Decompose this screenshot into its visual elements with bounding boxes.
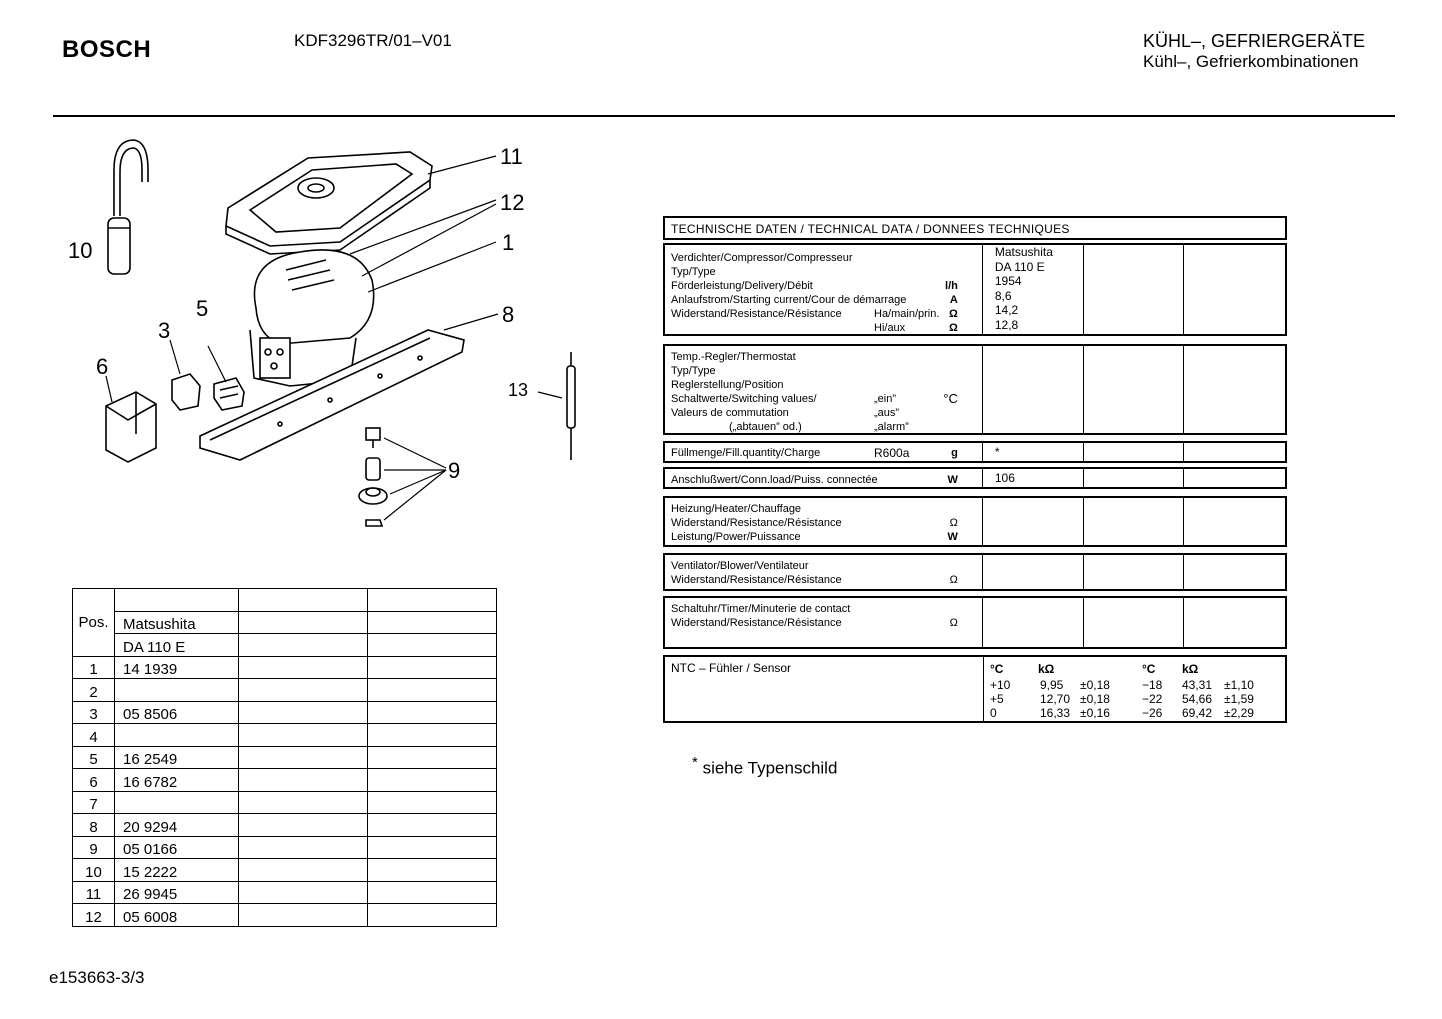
part-11-tray (226, 152, 432, 254)
part-9-mounting-kit (359, 428, 387, 526)
table-row (73, 814, 497, 837)
pos-cell: 10 (73, 859, 115, 882)
ntc-temp: −22 (1142, 692, 1163, 706)
part-number-cell: 20 9294 (115, 814, 239, 837)
ntc-values (984, 657, 1285, 721)
ntc-header-temp: °C (1142, 662, 1156, 676)
callout-11: 11 (500, 144, 523, 169)
part-number-cell: 26 9945 (115, 881, 239, 904)
table-row (73, 836, 497, 859)
brand-logo: BOSCH (62, 36, 152, 63)
ntc-tol: ±0,18 (1080, 678, 1110, 692)
table-row (73, 904, 497, 927)
category-subtitle: Kühl–, Gefrierkombinationen (1143, 52, 1359, 71)
ntc-temp: 0 (990, 706, 997, 720)
header-divider (53, 115, 1395, 117)
table-row (73, 656, 497, 679)
table-row (73, 881, 497, 904)
callout-12: 12 (500, 190, 525, 215)
charge-value: * (983, 443, 1084, 461)
tech-timer-section: Schaltuhr/Timer/Minuterie de contact Widerstand/Resistance/Résistance Ω (663, 596, 1287, 649)
ntc-tol: ±0,18 (1080, 692, 1110, 706)
pos-cell: 2 (73, 679, 115, 702)
callout-10: 10 (68, 238, 93, 263)
part-number-cell: 05 0166 (115, 836, 239, 859)
tech-thermostat-section: Temp.-Regler/Thermostat Typ/Type Reglerstellung/Position Schaltwerte/Switching values/ „ein” °C Valeurs de commutation „aus” („abtauen” od.) „alarm” (663, 344, 1287, 435)
table-row (73, 746, 497, 769)
manufacturer-cell: Matsushita (115, 611, 239, 634)
pos-cell: 9 (73, 836, 115, 859)
part-number-cell (115, 679, 239, 702)
ntc-tol: ±2,29 (1224, 706, 1254, 720)
compressor-label: Verdichter/Compressor/Compresseur (671, 252, 853, 264)
ntc-res: 16,33 (1040, 706, 1071, 720)
callout-5: 5 (196, 296, 209, 321)
part-6-cover (106, 392, 156, 462)
table-row (73, 769, 497, 792)
pos-cell: 8 (73, 814, 115, 837)
ntc-tol: ±1,59 (1224, 692, 1254, 706)
ntc-header-res: kΩ (1182, 662, 1199, 676)
tech-compressor-section: Verdichter/Compressor/Compresseur Typ/Type Förderleistung/Delivery/Débit l/h Anlaufstrom/Starting current/Cour de démarrage A Widerstand/Resistance/Résistance Ha/main/prin. Ω Hi/aux Ω Matsushita DA 110 E 1954 8,6 14,2 12,8 (663, 243, 1287, 336)
tech-ntc-section (663, 655, 1287, 723)
pos-cell: 1 (73, 656, 115, 679)
compressor-res-aux: 12,8 (994, 317, 1019, 332)
exploded-parts-diagram (50, 130, 610, 550)
pos-cell: 7 (73, 791, 115, 814)
tech-data-title: TECHNISCHE DATEN / TECHNICAL DATA / DONNEES TECHNIQUES (663, 216, 1287, 240)
part-number-cell: 15 2222 (115, 859, 239, 882)
callout-3: 3 (158, 318, 171, 343)
model-cell: DA 110 E (115, 634, 239, 657)
ntc-temp: −18 (1142, 678, 1163, 692)
parts-table (72, 588, 497, 927)
tech-load-section: Anschlußwert/Conn.load/Puiss. connectée W 106 (663, 467, 1287, 489)
ntc-table-graphic (984, 657, 1286, 721)
model-number: KDF3296TR/01–V01 (294, 31, 452, 50)
table-row (73, 791, 497, 814)
part-5-clip (214, 378, 244, 410)
table-row (73, 701, 497, 724)
pos-cell: 3 (73, 701, 115, 724)
ntc-res: 9,95 (1040, 678, 1064, 692)
compressor-current: 8,6 (994, 288, 1012, 303)
part-13-dryer (567, 352, 575, 460)
part-number-cell (115, 724, 239, 747)
compressor-res-main: 14,2 (994, 303, 1019, 317)
pos-cell: 6 (73, 769, 115, 792)
pos-cell: 11 (73, 881, 115, 904)
pos-cell: 5 (73, 746, 115, 769)
ntc-res: 12,70 (1040, 692, 1071, 706)
ntc-tol: ±1,10 (1224, 678, 1254, 692)
table-row (73, 724, 497, 747)
ntc-tol: ±0,16 (1080, 706, 1110, 720)
tech-heater-section: Heizung/Heater/Chauffage Widerstand/Resistance/Résistance Ω Leistung/Power/Puissance W (663, 496, 1287, 547)
ntc-label: NTC – Fühler / Sensor (671, 661, 792, 675)
ntc-header-temp: °C (990, 662, 1004, 676)
document-id: e153663-3/3 (49, 968, 145, 987)
ntc-header-res: kΩ (1038, 662, 1055, 676)
compressor-maker: Matsushita (994, 245, 1053, 259)
part-10-capacitor (108, 140, 148, 274)
callout-13: 13 (508, 380, 529, 400)
compressor-delivery: 1954 (994, 274, 1022, 288)
part-3-relay (172, 374, 200, 410)
part-number-cell (115, 791, 239, 814)
pos-header: Pos. (73, 589, 115, 657)
table-row (73, 859, 497, 882)
part-number-cell: 05 6008 (115, 904, 239, 927)
category-title: KÜHL–, GEFRIERGERÄTE (1143, 31, 1366, 51)
ntc-res: 54,66 (1182, 692, 1213, 706)
ntc-temp: +10 (990, 678, 1011, 692)
part-number-cell: 14 1939 (115, 656, 239, 679)
pos-cell: 4 (73, 724, 115, 747)
compressor-type: DA 110 E (994, 259, 1045, 274)
table-row (73, 679, 497, 702)
ntc-res: 69,42 (1182, 706, 1213, 720)
part-number-cell: 05 8506 (115, 701, 239, 724)
type-plate-note: * siehe Typenschild (692, 754, 838, 778)
load-value: 106 (983, 469, 1084, 487)
callout-8: 8 (502, 302, 515, 327)
tech-blower-section: Ventilator/Blower/Ventilateur Widerstand/Resistance/Résistance Ω (663, 553, 1287, 591)
callout-1: 1 (502, 230, 515, 255)
pos-cell: 12 (73, 904, 115, 927)
ntc-temp: +5 (990, 692, 1004, 706)
part-number-cell: 16 2549 (115, 746, 239, 769)
tech-charge-section: Füllmenge/Fill.quantity/Charge R600a g * (663, 441, 1287, 463)
callout-9: 9 (448, 458, 461, 483)
callout-6: 6 (96, 354, 109, 379)
ntc-temp: −26 (1142, 706, 1163, 720)
ntc-res: 43,31 (1182, 678, 1213, 692)
part-number-cell: 16 6782 (115, 769, 239, 792)
